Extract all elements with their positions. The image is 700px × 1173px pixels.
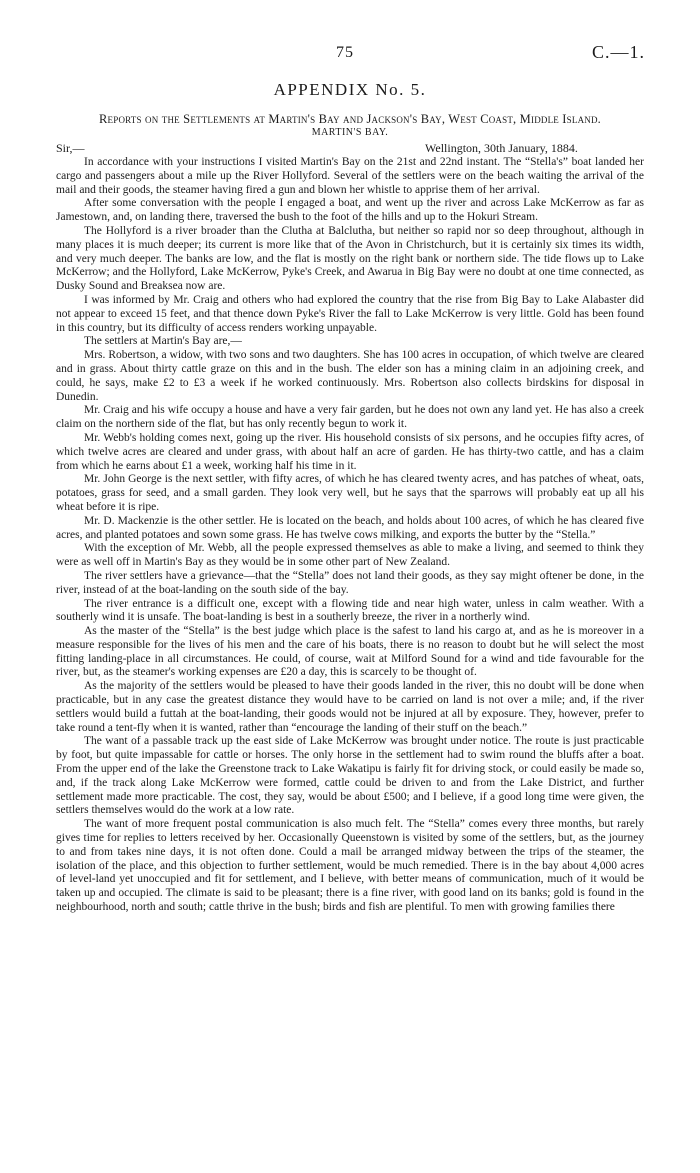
paragraph: I was informed by Mr. Craig and others who had explored the country that the rise from Big Bay to Lake Alabaster did not appear to exceed 15 feet, and that thence down Pyke's River the fall to Lake McKerrow is very little. Gold has been found in this country, but its difficulty of access renders working unpayable. bbox=[56, 293, 644, 334]
salutation: Sir,— bbox=[56, 141, 85, 155]
paragraph: Mr. Webb's holding comes next, going up the river. His household consists of six persons, and he occupies fifty acres, of which twelve acres are cleared and under grass, with about half an acre of garden. He has thirty-two cattle, and has a claim from which he earns about £1 a week, working half his time in it. bbox=[56, 431, 644, 472]
paragraph: Mr. D. Mackenzie is the other settler. He is located on the beach, and holds about 100 acres, of which he has cleared five acres, and planted potatoes and sown some grass. He has twelve cows milking, and exports the butter by the “Stella.” bbox=[56, 514, 644, 541]
paragraph: As the majority of the settlers would be pleased to have their goods landed in the river, this no doubt will be done when practicable, but in any case the greatest distance they would have to be carried on land is not over a mile; and, if the river settlers would build a futtah at the boat-landing, their goods would not be injured at all by exposure. They, however, prefer to take round a tent-fly when it is wanted, rather than “encourage the landing of their stuff on the beach.” bbox=[56, 680, 644, 734]
section-title: MARTIN'S BAY. bbox=[311, 127, 389, 138]
paragraph: The settlers at Martin's Bay are,— bbox=[84, 335, 242, 348]
paragraph: Mrs. Robertson, a widow, with two sons and two daughters. She has 100 acres in occupation, of which twelve are cleared and in grass. About thirty cattle graze on this and in the bush. The elder son has a mining claim in an adjoining creek, and could, he says, make £2 to £3 a week if he worked continuously. Mrs. Robertson also collects birdskins for disposal in Dunedin. bbox=[56, 349, 644, 403]
paragraph: The Hollyford is a river broader than the Clutha at Balclutha, but neither so rapid nor so deep throughout, although in many places it is much deeper; its current is more like that of the Avon in Christchurch, but it is certainly six times its width, and very much deeper. The banks are low, and the flat is mostly on the right bank or northern side. The tide flows up to Lake McKerrow; and the Hollyford, Lake McKerrow, Pyke's Creek, and Awarua in Big Bay were no doubt at one time connected, as Dusky Sound and Breaksea now are. bbox=[56, 224, 644, 293]
paragraph: Mr. Craig and his wife occupy a house and have a very fair garden, but he does not own any land yet. He has also a creek claim on the northern side of the flat, but has only recently begun to work it. bbox=[56, 404, 644, 431]
paragraph: As the master of the “Stella” is the best judge which place is the safest to land his cargo at, and as he is moreover in a measure responsible for the lives of his men and the care of his boats, there is no reason to doubt but he will select the most fitting landing-place in all circumstances. He could, of course, wait at Milford Sound for a wind and tide favourable for the river, but, as the steamer's working expenses are £20 a day, this is scarcely to be thought of. bbox=[56, 625, 644, 679]
paragraph: The want of more frequent postal communication is also much felt. The “Stella” comes every three months, but rarely gives time for replies to letters received by her. Occasionally Queenstown is visited by some of the settlers, but, as the journey to and from takes nine days, it is not often done. Could a mail be arranged midway between the trips of the steamer, the isolation of the place, and this objection to further settlement, would be much remedied. There is in the bay about 4,000 acres of level-land yet unoccupied and fit for settlement, and I believe, with better means of communication, much of it would be taken up and occupied. The climate is said to be pleasant; there is a fine river, with good land on its banks; gold is found in the neighbourhood, north and south; cattle thrive in the bush; birds and fish are plentiful. To men with growing families there bbox=[56, 818, 644, 914]
paragraph: Mr. John George is the next settler, with fifty acres, of which he has cleared twenty acres, and has patches of wheat, oats, potatoes, grass for seed, and a small garden. They look very well, but he says that the sparrows will probably eat up all his wheat before it is ripe. bbox=[56, 473, 644, 513]
dateline: Wellington, 30th January, 1884. bbox=[425, 141, 578, 155]
letter-body bbox=[56, 156, 644, 915]
paragraph: After some conversation with the people I engaged a boat, and went up the river and across Lake McKerrow as far as Jamestown, and, on landing there, traversed the bush to the foot of the hills and up to the Hokuri Stream. bbox=[56, 197, 644, 224]
paragraph: The river entrance is a difficult one, except with a flowing tide and near high water, unless in calm weather. With a southerly wind it is unsafe. The boat-landing is best in a southerly breeze, the river in a northerly wind. bbox=[56, 597, 644, 624]
document-code: C.—1. bbox=[592, 42, 646, 62]
page-number: 75 bbox=[336, 44, 354, 61]
paragraph: In accordance with your instructions I visited Martin's Bay on the 21st and 22nd instant. The “Stella's” boat landed her cargo and passengers about a mile up the River Hollyford. Several of the settlers were on the beach waiting the arrival of the mail and their goods, the steamer having fired a gun and blown her whistle to apprise them of her arrival. bbox=[56, 156, 644, 196]
paragraph: With the exception of Mr. Webb, all the people expressed themselves as able to make a living, and seemed to think they were as well off in Martin's Bay as they would be in some other part of New Zealand. bbox=[56, 542, 644, 569]
paragraph: The want of a passable track up the east side of Lake McKerrow was brought under notice. The route is just practicable by foot, but quite impassable for cattle or horses. The only horse in the settlement had to swim round the bluffs after a boat. From the upper end of the lake the Greenstone track to Lake Wakatipu is fairly fit for driving stock, or could easily be made so, and, if the track along Lake McKerrow were formed, cattle could be driven to and from the Lake District, and further settlement made more practicable. The cost, they say, would be about £500; and I believe, if a good long time were given, the settlers themselves would do the work at a low rate. bbox=[56, 735, 644, 817]
appendix-title: APPENDIX No. 5. bbox=[273, 80, 427, 99]
report-title: Reports on the Settlements at Martin's Bay and Jackson's Bay, West Coast, Middle Island. bbox=[99, 112, 601, 126]
paragraph: The river settlers have a grievance—that the “Stella” does not land their goods, as they say might oftener be done, in the river, instead of at the boat-landing on the south side of the bay. bbox=[56, 569, 644, 596]
